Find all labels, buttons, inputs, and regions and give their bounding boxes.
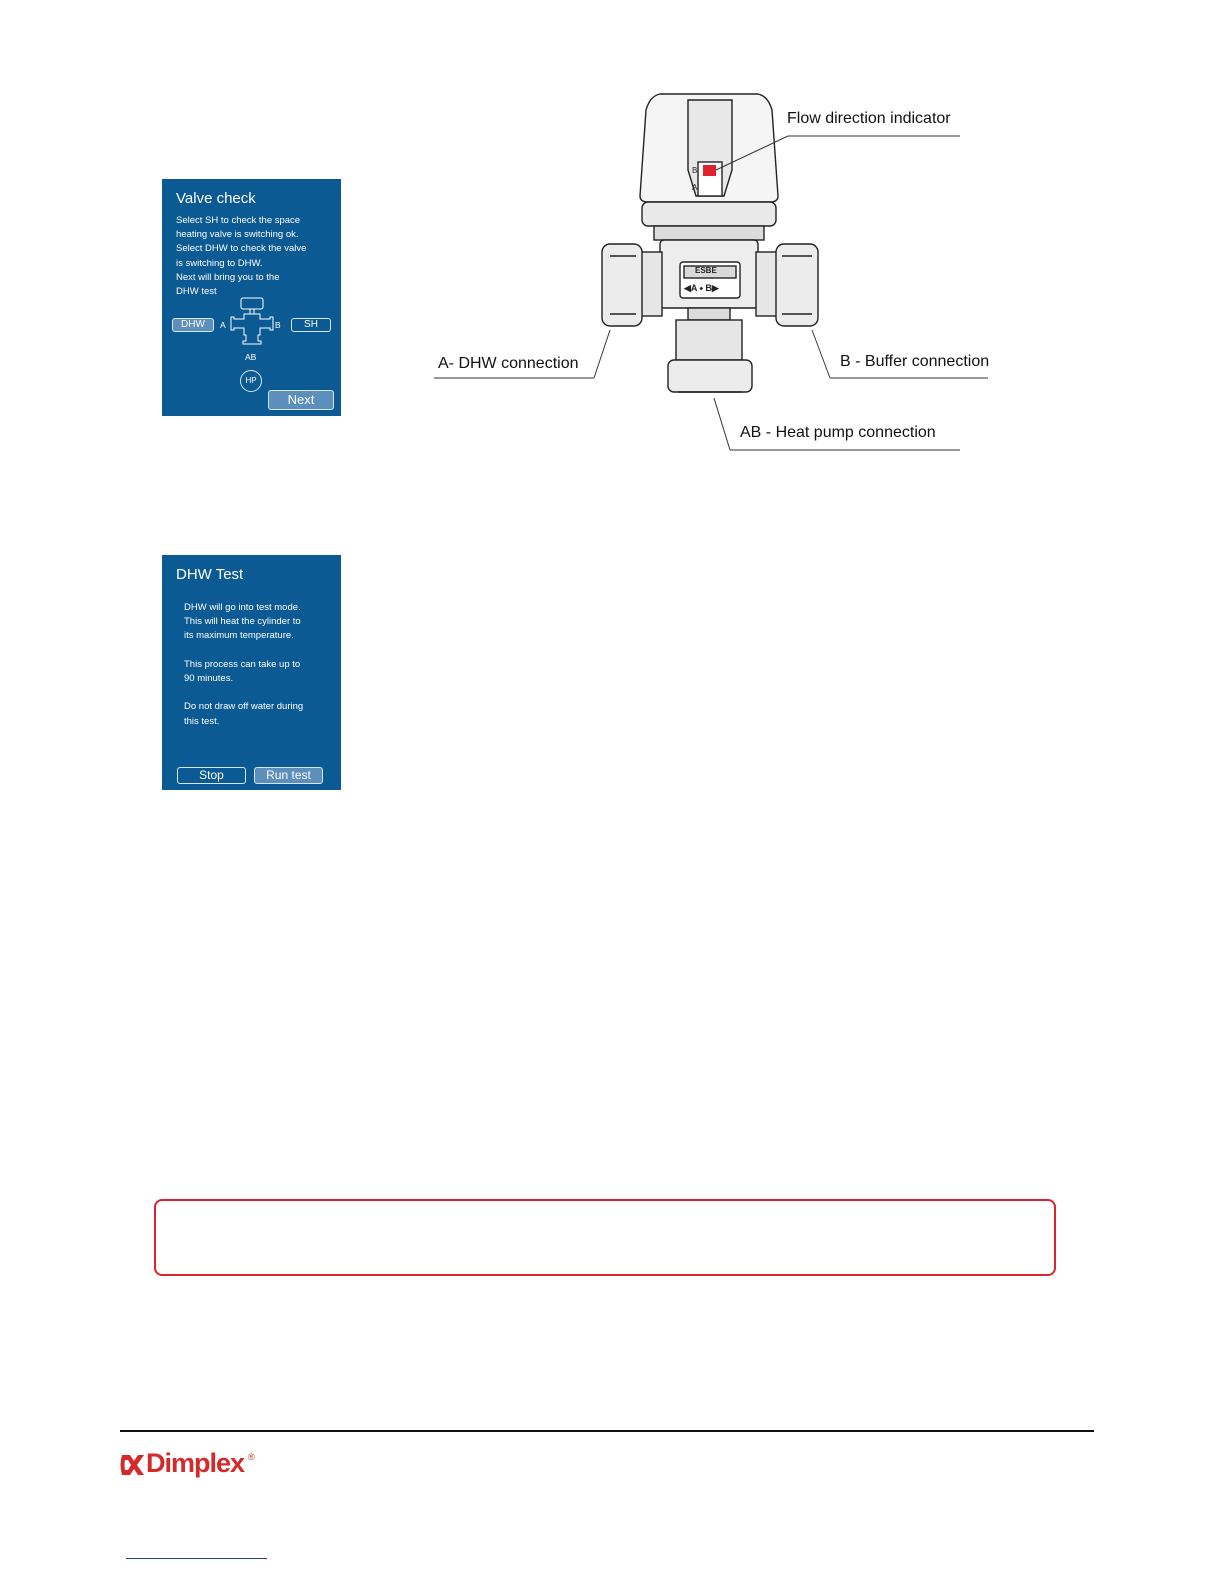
dimplex-mark-icon xyxy=(120,1453,146,1477)
hp-icon: HP xyxy=(240,370,262,392)
instruction-line: this test. xyxy=(184,715,220,727)
instruction-line: its maximum temperature. xyxy=(184,630,294,642)
instruction-line: is switching to DHW. xyxy=(176,257,263,269)
port-ab-label: AB xyxy=(245,352,257,362)
valve-brand-mark: ESBE xyxy=(695,266,717,275)
port-b-label: B xyxy=(275,320,281,330)
instruction-spacer xyxy=(184,644,303,658)
run-test-button[interactable]: Run test xyxy=(254,767,323,784)
instruction-line: This will heat the cylinder to xyxy=(184,616,301,628)
buffer-connection-label: B - Buffer connection xyxy=(840,353,990,370)
notice-box xyxy=(154,1199,1056,1276)
instruction-line: Select SH to check the space xyxy=(176,215,301,226)
instruction-line: heating valve is switching ok. xyxy=(176,229,299,241)
instruction-spacer xyxy=(184,686,303,700)
instruction-line: This process can take up to xyxy=(184,658,301,670)
sh-button[interactable]: SH xyxy=(291,318,331,332)
dhw-test-screen xyxy=(162,555,341,790)
actuator-letter-b: B xyxy=(692,166,698,175)
footer-rule xyxy=(120,1430,1094,1432)
stop-button[interactable]: Stop xyxy=(177,767,246,784)
next-button[interactable]: Next xyxy=(268,390,334,410)
brand-name: Dimplex xyxy=(146,1448,245,1478)
valve-check-title: Valve check xyxy=(176,190,256,207)
footer-link-underline[interactable] xyxy=(126,1558,267,1559)
flow-indicator-label: Flow direction indicator xyxy=(787,110,951,127)
valve-port-marking: ◀A ⬩ B▶ xyxy=(684,283,719,293)
instruction-line: Next will bring you to the xyxy=(176,271,280,283)
flow-indicator xyxy=(703,165,716,176)
instruction-line: DHW test xyxy=(176,286,217,298)
instruction-line: Do not draw off water during xyxy=(184,701,304,713)
instruction-line: DHW will go into test mode. xyxy=(184,602,301,613)
instruction-line: 90 minutes. xyxy=(184,673,234,684)
heat-pump-connection-label: AB - Heat pump connection xyxy=(740,424,936,441)
instruction-line: Select DHW to check the valve xyxy=(176,243,307,255)
port-a-label: A xyxy=(220,320,226,330)
dhw-button[interactable]: DHW xyxy=(172,318,214,332)
actuator-letter-a: A xyxy=(692,183,698,192)
dhw-connection-label: A- DHW connection xyxy=(438,355,579,372)
dhw-test-title: DHW Test xyxy=(176,566,244,583)
valve-diagram xyxy=(0,0,1224,500)
registered-mark: ® xyxy=(248,1452,255,1462)
dhw-test-instructions xyxy=(184,601,303,729)
